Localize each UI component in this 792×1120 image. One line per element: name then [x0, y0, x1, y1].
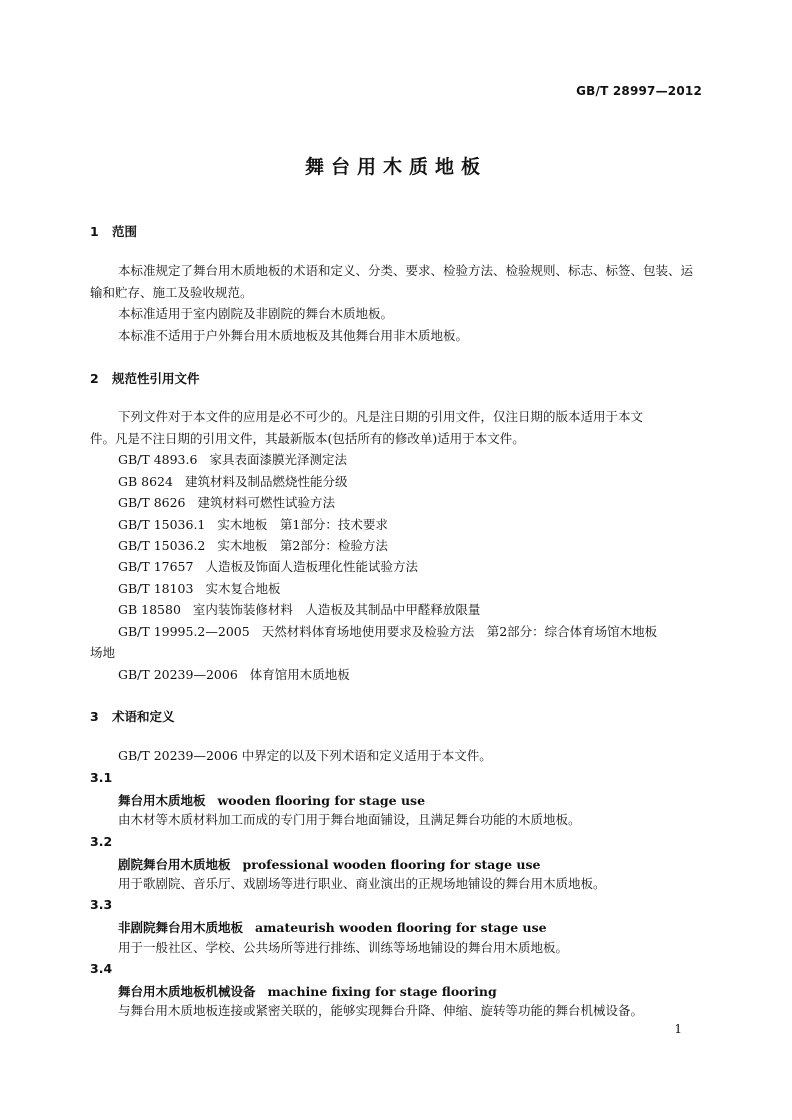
reference-code: GB/T 4893.6	[118, 452, 198, 467]
section-3-heading	[90, 707, 175, 725]
terms-intro: GB/T 20239—2006 中界定的以及下列术语和定义适用于本文件。	[118, 748, 492, 763]
reference-item	[118, 495, 335, 511]
page-number: 1	[674, 1022, 682, 1036]
reference-title: 建筑材料可燃性试验方法	[197, 495, 336, 510]
term-zh: 舞台用木质地板	[118, 793, 206, 808]
reference-code: GB 18580	[118, 602, 181, 617]
reference-title: 天然材料体育场地使用要求及检验方法 第2部分：综合体育场馆木地板	[261, 624, 658, 639]
reference-code: GB/T 15036.2	[118, 538, 206, 553]
reference-title: 建筑材料及制品燃烧性能分级	[184, 474, 348, 489]
term-entry	[118, 855, 541, 873]
section-title: 规范性引用文件	[112, 371, 200, 386]
reference-title: 室内装饰装修材料 人造板及其制品中甲醛释放限量	[192, 602, 481, 617]
term-en: amateurish wooden flooring for stage use	[255, 920, 547, 935]
reference-title: 人造板及饰面人造板理化性能试验方法	[205, 559, 418, 574]
reference-code: GB/T 19995.2—2005	[118, 624, 250, 639]
section-2-heading	[90, 369, 200, 387]
reference-title: 实木地板 第2部分：检验方法	[217, 538, 388, 553]
reference-item	[118, 624, 657, 640]
section-title: 术语和定义	[112, 709, 175, 724]
reference-title: 家具表面漆膜光泽测定法	[209, 452, 347, 467]
term-zh: 舞台用木质地板机械设备	[118, 984, 256, 999]
term-definition: 用于歌剧院、音乐厅、戏剧场等进行职业、商业演出的正规场地铺设的舞台用木质地板。	[118, 876, 606, 891]
clause-number: 3.2	[90, 834, 113, 849]
term-en: machine fixing for stage flooring	[267, 984, 497, 999]
term-zh: 剧院舞台用木质地板	[118, 857, 231, 872]
term-entry	[118, 918, 547, 936]
reference-code: GB/T 15036.1	[118, 517, 206, 532]
reference-item	[118, 538, 388, 554]
scope-paragraph-2: 本标准适用于室内剧院及非剧院的舞台木质地板。	[118, 306, 394, 321]
term-en: professional wooden flooring for stage use	[242, 857, 541, 872]
reference-item	[118, 602, 480, 618]
references-intro-cont: 件。凡是不注日期的引用文件，其最新版本(包括所有的修改单)适用于本文件。	[90, 431, 525, 446]
reference-item-cont: 场地	[90, 645, 116, 660]
reference-title: 体育馆用木质地板	[249, 667, 350, 682]
term-definition: 用于一般社区、学校、公共场所等进行排练、训练等场地铺设的舞台用木质地板。	[118, 940, 569, 955]
reference-code: GB 8624	[118, 474, 173, 489]
term-entry	[118, 791, 425, 809]
reference-item	[118, 559, 418, 575]
section-1-heading	[90, 222, 137, 240]
term-zh: 非剧院舞台用木质地板	[118, 920, 244, 935]
clause-number: 3.1	[90, 770, 113, 785]
standard-number: GB/T 28997—2012	[576, 84, 702, 98]
clause-number: 3.3	[90, 897, 113, 912]
reference-title: 实木地板 第1部分：技术要求	[217, 517, 388, 532]
clause-number: 3.4	[90, 961, 113, 976]
reference-code: GB/T 18103	[118, 581, 194, 596]
term-definition: 与舞台用木质地板连接或紧密关联的，能够实现舞台升降、伸缩、旋转等功能的舞台机械设备。	[118, 1003, 644, 1018]
reference-title: 实木复合地板	[205, 581, 281, 596]
term-en: wooden flooring for stage use	[217, 793, 426, 808]
section-number: 3	[90, 709, 99, 724]
reference-item	[118, 452, 347, 468]
references-intro: 下列文件对于本文件的应用是必不可少的。凡是注日期的引用文件，仅注日期的版本适用于本文	[118, 409, 644, 424]
reference-code: GB/T 20239—2006	[118, 667, 238, 682]
term-definition: 由木材等木质材料加工而成的专门用于舞台地面铺设，且满足舞台功能的木质地板。	[118, 812, 581, 827]
section-number: 2	[90, 371, 99, 386]
document-title: 舞台用木质地板	[304, 156, 487, 178]
scope-paragraph-3: 本标准不适用于户外舞台用木质地板及其他舞台用非木质地板。	[118, 328, 469, 343]
reference-code: GB/T 17657	[118, 559, 194, 574]
section-number: 1	[90, 224, 99, 239]
reference-item	[118, 474, 347, 490]
section-title: 范围	[112, 224, 138, 239]
reference-item	[118, 517, 388, 533]
term-entry	[118, 982, 497, 1000]
scope-paragraph-1-cont: 输和贮存、施工及验收规范。	[90, 285, 253, 300]
reference-item	[118, 581, 280, 597]
scope-paragraph-1: 本标准规定了舞台用木质地板的术语和定义、分类、要求、检验方法、检验规则、标志、标签、包装、运	[118, 263, 694, 278]
reference-code: GB/T 8626	[118, 495, 186, 510]
reference-item	[118, 667, 350, 683]
